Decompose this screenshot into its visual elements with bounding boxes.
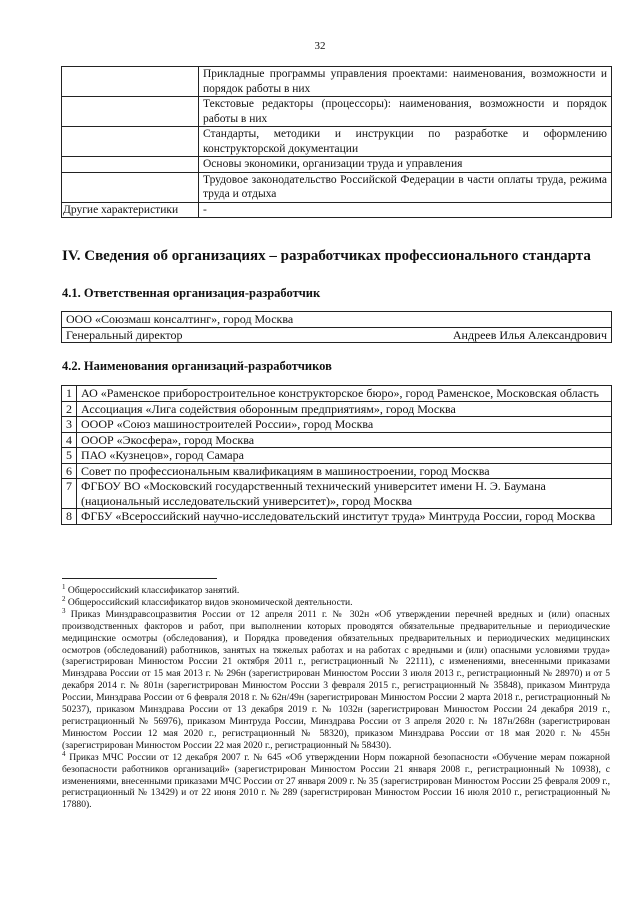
table-row <box>62 97 612 127</box>
table-row <box>62 202 612 218</box>
row-number: 5 <box>62 448 77 464</box>
footnote-number: 4 <box>62 749 66 758</box>
footnote-number: 1 <box>62 582 66 591</box>
table-row <box>62 448 612 464</box>
footnote-text: Общероссийский классификатор занятий. <box>67 585 240 596</box>
table-cell: Трудовое законодательство Российской Федерации в части оплаты труда, режима труда и отдыха <box>199 172 612 202</box>
row-number: 6 <box>62 463 77 479</box>
org-name: ФГБОУ ВО «Московский государственный технический университет имени Н. Э. Баумана (национальный исследовательский университет)», город Москва <box>77 479 612 509</box>
row-number: 3 <box>62 417 77 433</box>
footnote-text: Приказ МЧС России от 12 декабря 2007 г. № 645 «Об утверждении Норм пожарной безопасности «Обучение мерам пожарной безопасности работников организаций» (зарегистрирован Минюстом России 21 января 2008 г., регистрационный № 10938), с изменениями, внесенными приказами МЧС России от 27 января 2009 г. № 35 (зарегистрирован Минюстом России 25 февраля 2009 г., регистрационный № 13429) и от 22 июня 2010 г. № 289 (зарегистрирован Минюстом России 16 июля 2010 г., регистрационный № 17880). <box>62 751 611 811</box>
section-title: IV. Сведения об организациях – разработчиках профессионального стандарта <box>62 248 591 264</box>
subsection-4-2-title: 4.2. Наименования организаций-разработчиков <box>62 359 332 373</box>
table-row <box>62 417 612 433</box>
table-cell: Текстовые редакторы (процессоры): наименования, возможности и порядок работы в них <box>199 97 612 127</box>
table-cell: Прикладные программы управления проектами: наименования, возможности и порядок работы в них <box>199 67 612 97</box>
director-name: Андреев Илья Александрович <box>452 327 607 342</box>
org-name: ПАО «Кузнецов», город Самара <box>77 448 612 464</box>
row-number: 1 <box>62 386 77 402</box>
page-number: 32 <box>314 40 326 52</box>
row-number: 4 <box>62 432 77 448</box>
row-number: 2 <box>62 401 77 417</box>
footnote-text: Общероссийский классификатор видов экономической деятельности. <box>67 596 353 608</box>
org-name: АО «Раменское приборостроительное конструкторское бюро», город Раменское, Московская область <box>77 386 612 402</box>
other-characteristics-label: Другие характеристики <box>62 202 199 218</box>
developer-orgs-table <box>61 385 612 525</box>
org-name: Совет по профессиональным квалификациям в машиностроении, город Москва <box>77 463 612 479</box>
table-row <box>62 127 612 157</box>
table-row <box>62 172 612 202</box>
footnotes <box>62 582 611 811</box>
table-row <box>62 463 612 479</box>
subsection-4-1-title: 4.1. Ответственная организация-разработчик <box>62 286 321 300</box>
footnote-text: Приказ Минздравсоцразвития России от 12 апреля 2011 г. № 302н «Об утверждении перечней вредных и (или) опасных производственных факторов и работ, при выполнении которых проводятся обязательные предварительные и периодические медицинские осмотры (обследования), и Порядка проведения обязательных предварительных и периодических медицинских осмотров (обследований) работников, занятых на тяжелых работах и на работах с вредными и (или) опасными условиями труда» (зарегистрирован Минюстом России 21 октября 2011 г., регистрационный № 22111), с изменениями, внесенными приказами Минздрава России от 15 мая 2013 г. № 296н (зарегистрирован Минюстом России 3 июля 2013 г., регистрационный № 28970) и от 5 декабря 2014 г. № 801н (зарегистрирован Минюстом России 3 февраля 2015 г., регистрационный № 35848), приказом Минтруда России, Минздрава России от 6 февраля 2018 г. № 62н/49н (зарегистрирован Минюстом России 2 марта 2018 г., регистрационный № 50237), приказом Минздрава России от 13 декабря 2019 г. № 1032н (зарегистрирован Минюстом России 24 декабря 2019 г., регистрационный № 56976), приказом Минтруда России, Минздрава России от 3 апреля 2020 г. № 187н/268н (зарегистрирован Минюстом России 12 мая 2020 г., регистрационный № 58320), приказом Минздрава России от 18 мая 2020 г. № 455н (зарегистрирован Минюстом России 22 мая 2020 г., регистрационный № 58430). <box>62 608 610 751</box>
director-position: Генеральный директор <box>66 327 183 342</box>
org-name: ОООР «Союз машиностроителей России», город Москва <box>77 417 612 433</box>
footnote <box>62 594 610 609</box>
table-row <box>62 479 612 509</box>
footnote <box>62 749 611 812</box>
org-name: ОООР «Экосфера», город Москва <box>77 432 612 448</box>
footnote-separator <box>62 578 217 579</box>
table-cell: Основы экономики, организации труда и управления <box>199 157 612 173</box>
table-row <box>62 327 612 343</box>
footnote <box>62 582 610 597</box>
table-row <box>62 386 612 402</box>
org-name: ФГБУ «Всероссийский научно-исследовательский институт труда» Минтруда России, город Москва <box>77 509 612 525</box>
table-row <box>62 312 612 328</box>
footnote <box>62 606 610 752</box>
table-row <box>62 509 612 525</box>
row-number: 7 <box>62 479 77 509</box>
table-row <box>62 432 612 448</box>
knowledge-table <box>61 66 612 218</box>
footnote-number: 2 <box>62 594 66 603</box>
responsible-org-name: ООО «Союзмаш консалтинг», город Москва <box>62 312 612 328</box>
table-row <box>62 401 612 417</box>
table-cell: Стандарты, методики и инструкции по разработке и оформлению конструкторской документации <box>199 127 612 157</box>
org-name: Ассоциация «Лига содействия оборонным предприятиям», город Москва <box>77 401 612 417</box>
table-row <box>62 157 612 173</box>
footnote-number: 3 <box>62 606 66 615</box>
responsible-org-table <box>61 311 612 343</box>
other-characteristics-value: - <box>199 202 612 218</box>
row-number: 8 <box>62 509 77 525</box>
table-row <box>62 67 612 97</box>
